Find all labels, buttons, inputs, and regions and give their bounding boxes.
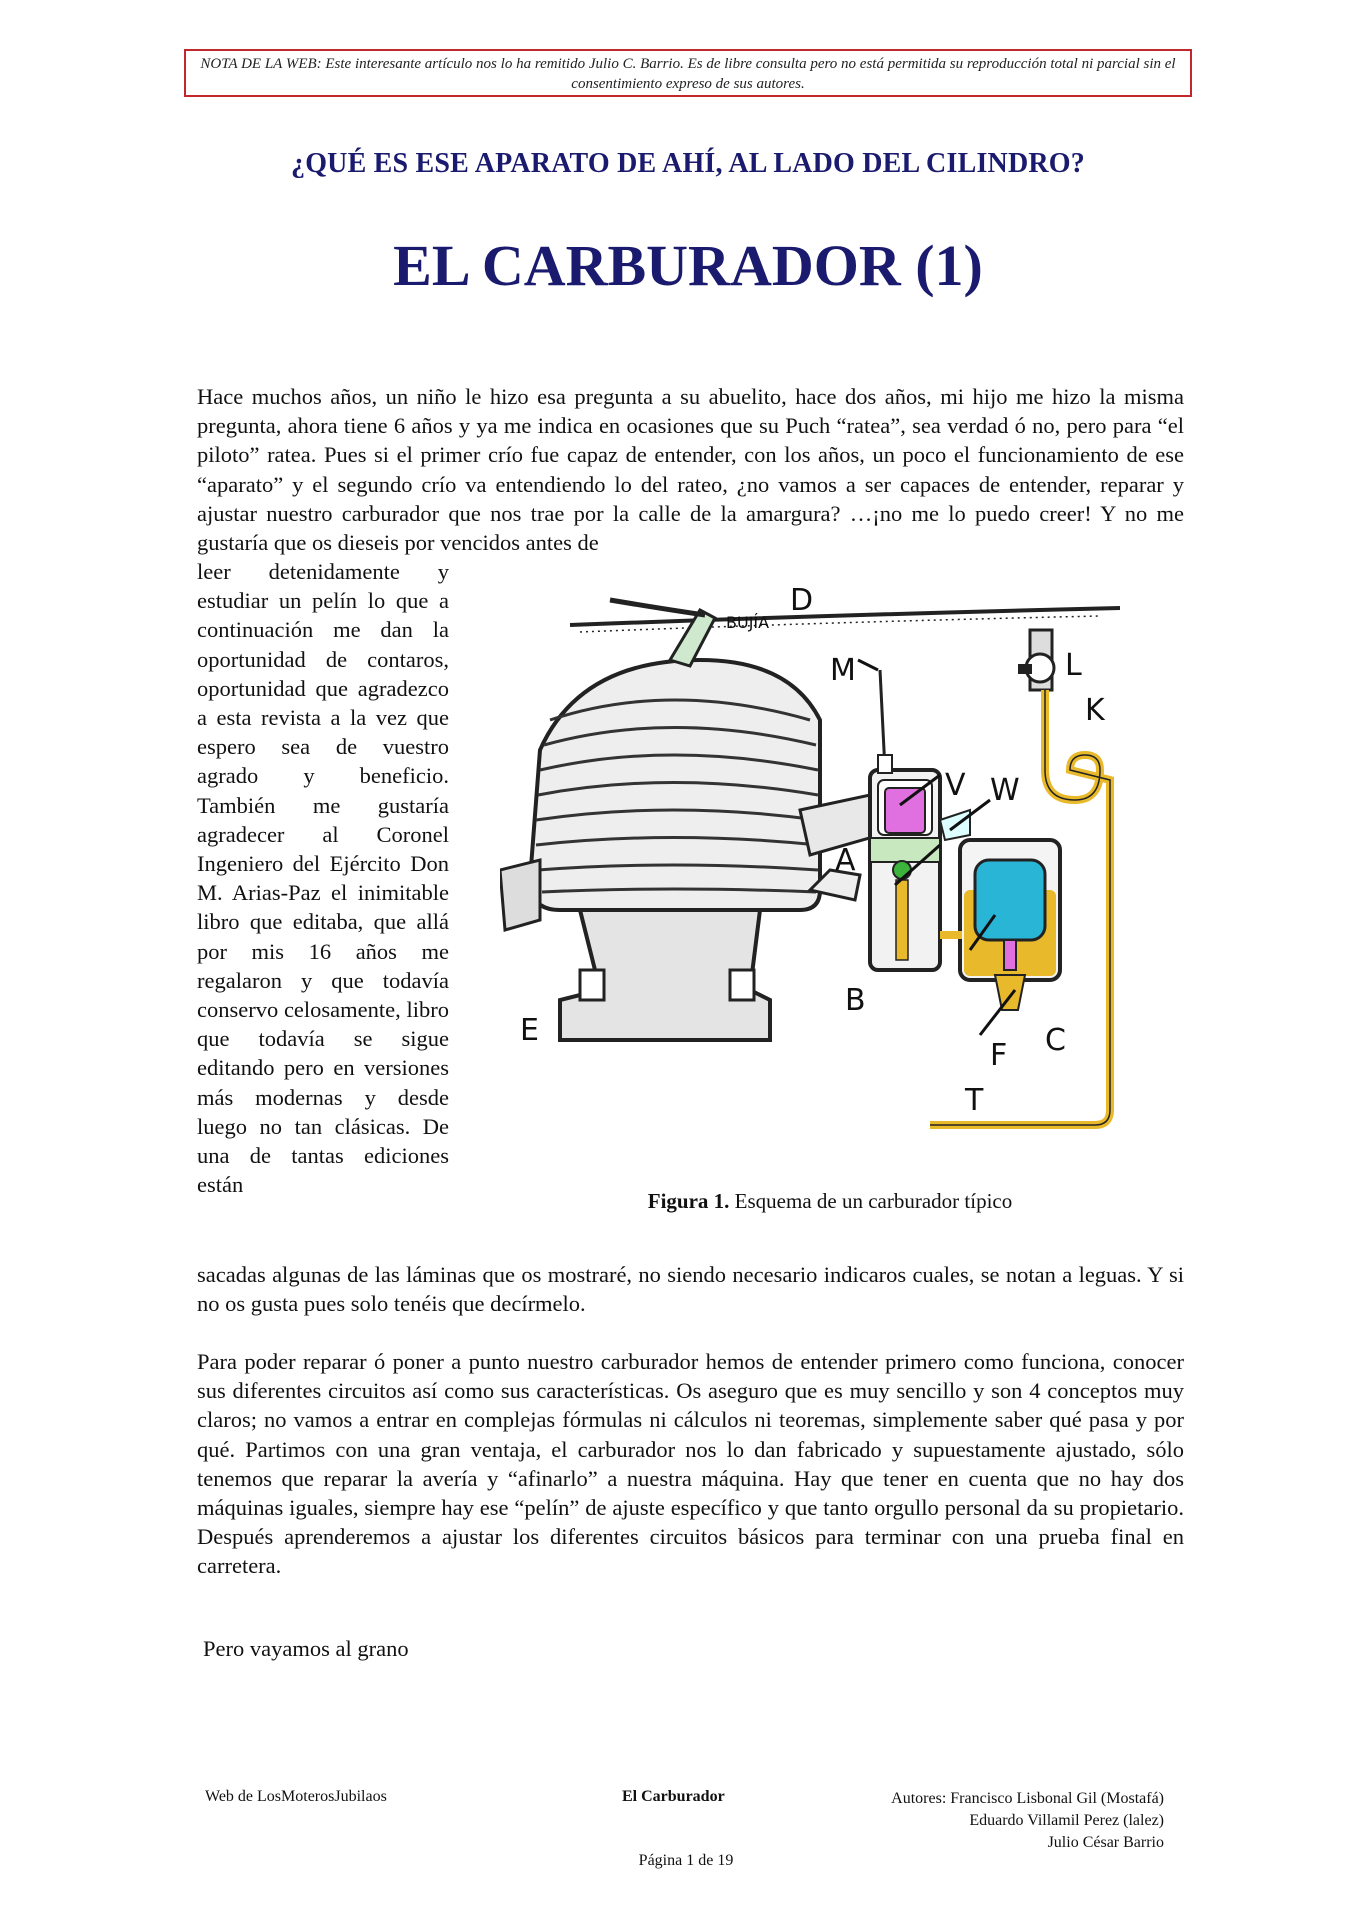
carburetor-diagram <box>500 570 1140 1130</box>
footer-authors-line1: Autores: Francisco Lisbonal Gil (Mostafá) <box>891 1790 1164 1807</box>
web-note-box <box>184 49 1192 97</box>
carburetor-figure <box>500 570 1140 1130</box>
label-e: E <box>520 1013 539 1048</box>
label-bujia: BUJÍA <box>726 613 770 632</box>
paragraph-intro-bottom: sacadas algunas de las láminas que os mostraré, no siendo necesario indicaros cuales, se notan a leguas. Y si no os gusta pues solo tenéis que decírmelo. <box>197 1262 1184 1317</box>
footer-doc-title: El Carburador <box>622 1788 725 1805</box>
label-a: A <box>835 843 856 878</box>
footer-authors-line2: Eduardo Villamil Perez (lalez) <box>969 1812 1164 1829</box>
label-c: C <box>1045 1023 1066 1058</box>
label-f: F <box>990 1038 1008 1073</box>
figure-caption <box>580 1189 1080 1214</box>
footer-site: Web de LosMoterosJubilaos <box>205 1788 387 1805</box>
label-v: V <box>945 768 966 803</box>
label-w: W <box>990 773 1020 808</box>
web-note-text: NOTA DE LA WEB: Este interesante artículo nos lo ha remitido Julio C. Barrio. Es de libre consulta pero no está permitida su reproducción total ni parcial sin el consentimiento expreso de sus autores. <box>200 56 1176 92</box>
article-subtitle: ¿QUÉ ES ESE APARATO DE AHÍ, AL LADO DEL CILINDRO? <box>291 148 1085 179</box>
label-t: T <box>965 1083 984 1118</box>
paragraph-closing: Pero vayamos al grano <box>203 1636 409 1661</box>
footer-authors <box>780 1788 1164 1854</box>
label-m: M <box>830 653 856 688</box>
label-l: L <box>1065 648 1082 683</box>
paragraph-intro-top: Hace muchos años, un niño le hizo esa pregunta a su abuelito, hace dos años, mi hijo me hizo la misma pregunta, ahora tiene 6 años y ya me indica en ocasiones que su Puch “ratea”, sea verdad ó no, pero para “el piloto” ratea. Pues si el primer crío fue capaz de entender, con los años, un poco el funcionamiento de ese “aparato” y el segundo crío va entendiendo lo del rateo, ¿no vamos a ser capaces de entender, reparar y ajustar nuestro carburador que nos trae por la calle de la amargura? …¡no me lo puedo creer! Y no me gustaría que os dieseis por vencidos antes de <box>197 384 1184 556</box>
caption-label: Figura 1. <box>647 1189 730 1213</box>
label-k: K <box>1085 693 1105 728</box>
caption-text: Esquema de un carburador típico <box>729 1189 1013 1213</box>
paragraph-repair: Para poder reparar ó poner a punto nuestro carburador hemos de entender primero como funciona, conocer sus diferentes circuitos así como sus características. Os aseguro que es muy sencillo y son 4 conceptos muy claros; no vamos a entrar en complejas fórmulas ni cálculos ni teoremas, simplemente saber qué pasa y por qué. Partimos con una gran ventaja, el carburador nos lo dan fabricado y supuestamente ajustado, sólo tenemos que reparar la avería y “afinarlo” a nuestra máquina. Hay que tener en cuenta que no hay dos máquinas iguales, siempre hay ese “pelín” de ajuste específico y que tanto orgullo personal da su propietario. Después aprenderemos a ajustar los diferentes circuitos básicos para terminar con una prueba final en carretera. <box>197 1349 1184 1579</box>
paragraph-intro-left-column: leer detenidamente y estudiar un pelín lo que a continuación me dan la oportunidad de contaros, oportunidad que agradezco a esta revista a la vez que espero sea de vuestro agrado y beneficio. También me gustaría agradecer al Coronel Ingeniero del Ejército Don M. Arias-Paz el inimitable libro que editaba, que allá por mis 16 años me regalaron y que todavía conservo celosamente, libro que todavía se sigue editando pero en versiones más modernas y desde luego no tan clásicas. De una de tantas ediciones están <box>197 559 449 1198</box>
footer-page-number: Página 1 de 19 <box>638 1852 734 1869</box>
footer-authors-line3: Julio César Barrio <box>1047 1834 1164 1851</box>
article-title: EL CARBURADOR (1) <box>393 233 983 298</box>
label-b: B <box>845 983 866 1018</box>
label-d: D <box>790 583 814 618</box>
